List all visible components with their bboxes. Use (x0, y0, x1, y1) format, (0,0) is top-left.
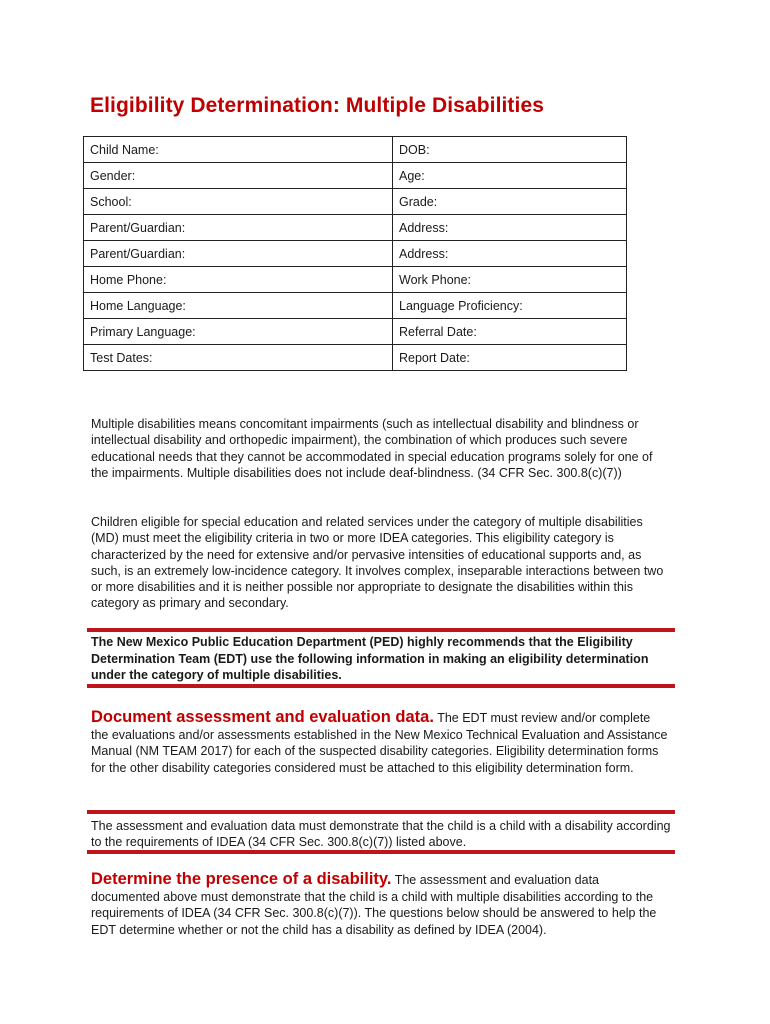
table-row (84, 267, 627, 293)
red-divider (87, 850, 675, 854)
table-row (84, 215, 627, 241)
ped-recommendation: The New Mexico Public Education Department (PED) highly recommends that the Eligibility Determination Team (EDT) use the following information in making an eligibility determination under the category of multiple disabilities. (91, 635, 649, 682)
table-row (84, 163, 627, 189)
section-heading-assessment: Document assessment and evaluation data. (91, 708, 434, 726)
address-field-1[interactable]: Address: (393, 215, 627, 241)
section-determine-disability (91, 871, 671, 939)
dob-field[interactable]: DOB: (393, 137, 627, 163)
address-field-2[interactable]: Address: (393, 241, 627, 267)
section-assessment-data (91, 709, 671, 777)
language-proficiency-field[interactable]: Language Proficiency: (393, 293, 627, 319)
page-title: Eligibility Determination: Multiple Disabilities (90, 94, 545, 117)
parent-guardian-field-2[interactable]: Parent/Guardian: (84, 241, 393, 267)
definition-paragraph: Multiple disabilities means concomitant impairments (such as intellectual disability and blindness or intellectual disability and orthopedic impairment), the combination of which produces such severe educational needs that they cannot be accommodated in special education programs solely for one of the impairments. Multiple disabilities does not include deaf-blindness. (34 CFR Sec. 300.8(c)(7)) (91, 417, 653, 480)
table-row (84, 241, 627, 267)
referral-date-field[interactable]: Referral Date: (393, 319, 627, 345)
parent-guardian-field-1[interactable]: Parent/Guardian: (84, 215, 393, 241)
table-row (84, 345, 627, 371)
school-field[interactable]: School: (84, 189, 393, 215)
red-divider (87, 810, 675, 814)
home-phone-field[interactable]: Home Phone: (84, 267, 393, 293)
eligibility-paragraph: Children eligible for special education and related services under the category of multiple disabilities (MD) must meet the eligibility criteria in two or more IDEA categories. This eligibility category is characterized by the need for extensive and/or pervasive intensities of educational supports and, as such, is an extremely low-incidence category. It involves complex, inseparable interactions between two or more disabilities and it is neither possible nor appropriate to designate the disabilities within this category as primary and secondary. (91, 515, 664, 611)
child-name-field[interactable]: Child Name: (84, 137, 393, 163)
red-divider (87, 684, 675, 688)
primary-language-field[interactable]: Primary Language: (84, 319, 393, 345)
section-body-assessment: The EDT must review and/or complete the evaluations and/or assessments established in the New Mexico Technical Evaluation and Assistance Manual (NM TEAM 2017) for each of the suspected disability categories. Eligibility determination forms for the other disability categories considered must be attached to this eligibility determination form. (91, 711, 668, 776)
home-language-field[interactable]: Home Language: (84, 293, 393, 319)
work-phone-field[interactable]: Work Phone: (393, 267, 627, 293)
student-info-table (83, 136, 627, 371)
age-field[interactable]: Age: (393, 163, 627, 189)
report-date-field[interactable]: Report Date: (393, 345, 627, 371)
section-heading-determine: Determine the presence of a disability. (91, 870, 392, 888)
requirement-note: The assessment and evaluation data must demonstrate that the child is a child with a disability according to the requirements of IDEA (34 CFR Sec. 300.8(c)(7)) listed above. (91, 819, 671, 850)
red-divider (87, 628, 675, 632)
section-body-determine: The assessment and evaluation data documented above must demonstrate that the child is a child with multiple disabilities according to the requirements of IDEA (34 CFR Sec. 300.8(c)(7)). The questions below should be answered to help the EDT determine whether or not the child has a disability as defined by IDEA (2004). (91, 873, 657, 938)
table-row (84, 137, 627, 163)
table-row (84, 293, 627, 319)
table-row (84, 189, 627, 215)
table-row (84, 319, 627, 345)
test-dates-field[interactable]: Test Dates: (84, 345, 393, 371)
gender-field[interactable]: Gender: (84, 163, 393, 189)
grade-field[interactable]: Grade: (393, 189, 627, 215)
